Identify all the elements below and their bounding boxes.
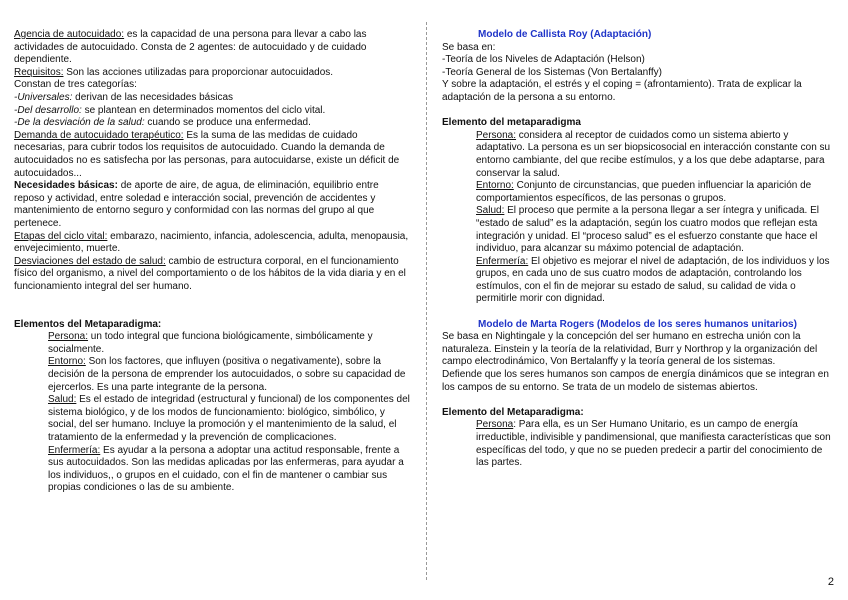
roy-line: -Teoría General de los Sistemas (Von Bertalanffy) bbox=[442, 66, 662, 78]
cat2-term: -Del desarrollo: bbox=[14, 104, 82, 116]
rogers-persona-text: : Para ella, es un Ser Humano Unitario, es un campo de energía irreductible, indivisible y pandimensional, que manifiesta características que son específicas del todo, y que no se pueden predecir a partir del conocimiento de las partes. bbox=[476, 419, 831, 469]
roy-entorno-paragraph bbox=[442, 180, 832, 205]
requisitos-text: Son las acciones utilizadas para proporcionar autocuidados. bbox=[63, 66, 334, 78]
cat1-text: derivan de las necesidades básicas bbox=[72, 91, 234, 103]
etapas-paragraph bbox=[14, 231, 410, 256]
entorno-text: Son los factores, que influyen (positiva o negativamente), sobre la decisión de la persona de emprender los autocuidados, o sobre su capacidad de ejercerlos. Es una parte integrante de la persona. bbox=[48, 356, 406, 393]
agencia-term: Agencia de autocuidado: bbox=[14, 29, 125, 40]
necesidades-paragraph bbox=[14, 180, 410, 230]
enfermeria-text: Es ayudar a la persona a adoptar una actitud responsable, frente a sus autocuidados. Son las medidas aplicadas por las enfermeras, para ayudar a los individuos,, o grupos en el cuidado, con el fin de mantener o cambiar sus propias condiciones o las de su ambiente. bbox=[48, 444, 404, 494]
page-number: 2 bbox=[827, 576, 834, 589]
rogers-paragraph-1: Se basa en Nightingale y la concepción del ser humano en estrecha unión con la naturaleza. Einstein y la teoría de la relatividad, Burr y Northrop y la organización del campo electrodinámico, Von Bertalanffy y la teoría general de los sistemas. bbox=[442, 331, 818, 368]
rogers-title: Modelo de Marta Rogers (Modelos de los seres humanos unitarios) bbox=[478, 318, 797, 330]
desviaciones-paragraph bbox=[14, 256, 410, 294]
necesidades-term: Necesidades básicas: bbox=[14, 180, 118, 192]
roy-persona-term: Persona: bbox=[476, 129, 517, 141]
etapas-text: embarazo, nacimiento, infancia, adolescencia, adulta, menopausia, envejecimiento, muerte. bbox=[14, 230, 409, 255]
rogers-persona-term: Persona bbox=[476, 419, 514, 431]
left-column bbox=[14, 29, 410, 495]
elementos-heading: Elementos del Metaparadigma: bbox=[14, 318, 162, 330]
cat2-text: se plantean en determinados momentos del ciclo vital. bbox=[81, 104, 326, 116]
enfermeria-term: Enfermería: bbox=[48, 444, 101, 456]
category-desarrollo bbox=[14, 105, 410, 118]
roy-enfermeria-term: Enfermería: bbox=[476, 255, 529, 267]
salud-text: Es el estado de integridad (estructural y funcional) de los componentes del sistema biológico, y de los modos de funcionamiento: biológico, simbólico, y social, del ser humano. Incluye la promoción y el mantenimiento de la salud, el tratamiento de la enfermedad y la prevención de complicaciones. bbox=[48, 394, 410, 443]
salud-term: Salud: bbox=[48, 394, 77, 406]
requisitos-term: Requisitos: bbox=[14, 66, 64, 78]
persona-term: Persona: bbox=[48, 331, 89, 343]
rogers-persona-paragraph bbox=[442, 419, 832, 469]
rogers-paragraph-2: Defiende que los seres humanos son campos de energía dinámicos que se integran en los campos de su entorno. Se trata de un modelo de sistemas abiertos. bbox=[442, 369, 829, 393]
right-column bbox=[442, 29, 832, 470]
category-universales bbox=[14, 92, 410, 105]
requisitos-paragraph bbox=[14, 67, 410, 80]
enfermeria-paragraph bbox=[14, 445, 410, 495]
cat3-text: cuando se produce una enfermedad. bbox=[144, 117, 311, 129]
roy-entorno-term: Entorno: bbox=[476, 180, 514, 192]
column-divider bbox=[426, 22, 427, 580]
rogers-elem-heading: Elemento del Metaparadigma: bbox=[442, 406, 584, 418]
demanda-paragraph bbox=[14, 130, 410, 180]
agencia-paragraph bbox=[14, 29, 410, 67]
salud-paragraph bbox=[14, 394, 410, 444]
entorno-paragraph bbox=[14, 356, 410, 394]
persona-text: un todo integral que funciona biológicamente, simbólicamente y socialmente. bbox=[48, 331, 373, 355]
roy-persona-text: considera al receptor de cuidados como un sistema abierto y adaptativo. La persona es un ser biopsicosocial en interacción constante con su entorno cambiante, del que recibe estímulos, y a los que debe adaptarse, para conservar la salud. bbox=[476, 129, 831, 179]
roy-title: Modelo de Callista Roy (Adaptación) bbox=[478, 29, 652, 40]
roy-line: Se basa en: bbox=[442, 41, 496, 53]
roy-persona-paragraph bbox=[442, 130, 832, 180]
constan-line: Constan de tres categorías: bbox=[14, 79, 137, 91]
roy-enfermeria-paragraph bbox=[442, 256, 832, 306]
necesidades-text: de aporte de aire, de agua, de eliminación, equilibrio entre reposo y actividad, entre soledad e interacción social, prevención de accidentes y mantenimiento de entorno seguro y conformidad con las normas del grupo al que pertenece. bbox=[14, 180, 379, 229]
demanda-term: Demanda de autocuidado terapéutico: bbox=[14, 129, 184, 141]
roy-line: -Teoría de los Niveles de Adaptación (Helson) bbox=[442, 54, 645, 66]
roy-line: Y sobre la adaptación, el estrés y el coping = (afrontamiento). Trata de explicar la adaptación de la persona a su entorno. bbox=[442, 79, 802, 103]
etapas-term: Etapas del ciclo vital: bbox=[14, 230, 108, 242]
cat1-term: -Universales: bbox=[14, 91, 73, 103]
roy-elem-heading: Elemento del metaparadigma bbox=[442, 117, 581, 129]
desviaciones-term: Desviaciones del estado de salud: bbox=[14, 255, 166, 267]
roy-salud-text: El proceso que permite a la persona llegar a ser íntegra y unificada. El “estado de salud” es la adaptación, según los cuatro modos que reflejan esta integración y unidad. El “proceso salud” es el esfuerzo constante que hace el individuo, para alcanzar su máximo potencial de adaptación. bbox=[476, 205, 819, 255]
agencia-text: es la capacidad de una persona para llevar a cabo las actividades de autocuidado. Consta de 2 agentes: de autocuidado y de cuidado dependiente. bbox=[14, 29, 367, 66]
cat3-term: -De la desviación de la salud: bbox=[14, 117, 145, 129]
roy-salud-paragraph bbox=[442, 205, 832, 255]
roy-salud-term: Salud: bbox=[476, 205, 505, 217]
entorno-term: Entorno: bbox=[48, 356, 86, 368]
desviaciones-text: cambio de estructura corporal, en el funcionamiento físico del organismo, a nivel del comportamiento o de los hábitos de la vida diaria y en el funcionamiento integral del ser humano. bbox=[14, 255, 406, 292]
demanda-text: Es la suma de las medidas de cuidado necesarias, para cubrir todos los requisitos de autocuidado. Cuando la demanda de autocuidados no es satisfecha por las personas, para autocuidarse, existe un déficit de autocuidados... bbox=[14, 129, 400, 179]
roy-entorno-text: Conjunto de circunstancias, que pueden influenciar la aparición de comportamientos específicos, de las personas o grupos. bbox=[476, 180, 812, 204]
roy-enfermeria-text: El objetivo es mejorar el nivel de adaptación, de los individuos y los grupos, en cada uno de sus cuatro modos de adaptación, controlando los estímulos, con el fin de mejorar su estado de salud, su calidad de vida o permitirle morir con dignidad. bbox=[476, 255, 830, 305]
persona-paragraph bbox=[14, 331, 410, 356]
category-desviacion bbox=[14, 117, 410, 130]
